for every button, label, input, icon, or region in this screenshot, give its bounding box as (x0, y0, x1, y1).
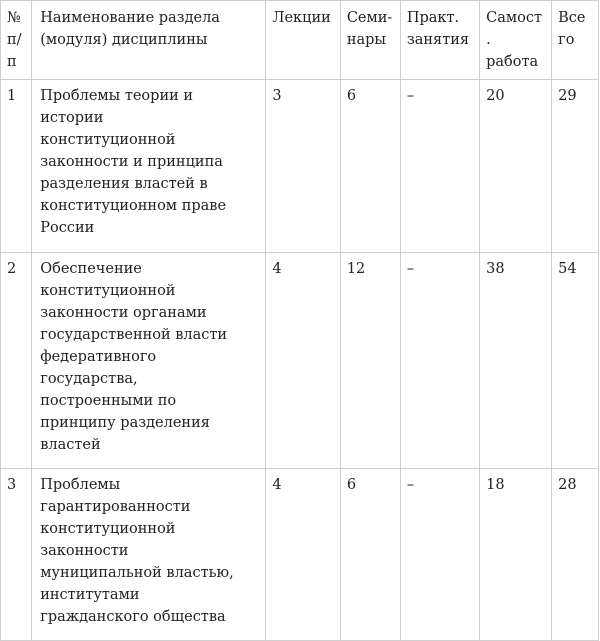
header-selfwork-label: Самост. работа (486, 10, 542, 70)
cell-practice: – (400, 80, 479, 253)
cell-number: 1 (1, 80, 32, 253)
header-section-name (32, 1, 266, 80)
cell-lectures: 4 (266, 469, 340, 641)
table-row (1, 80, 599, 253)
cell-section-name-text: Обеспечение конституционной законности органами государственной власти федеративного государства, построенными по принципу разделения властей (40, 261, 228, 453)
cell-seminars: 6 (340, 469, 400, 641)
cell-seminars: 12 (340, 253, 400, 469)
header-seminars (340, 1, 400, 80)
cell-section-name (32, 253, 266, 469)
cell-practice: – (400, 469, 479, 641)
cell-section-name-text: Проблемы теории и истории конституционной законности и принципа разделения властей в конституционном праве России (40, 88, 227, 236)
cell-total: 54 (552, 253, 599, 469)
table-row (1, 469, 599, 641)
header-row (1, 1, 599, 80)
cell-practice: – (400, 253, 479, 469)
header-practice (400, 1, 479, 80)
cell-selfwork: 18 (480, 469, 552, 641)
header-total-label: Всего (558, 10, 586, 48)
cell-section-name (32, 80, 266, 253)
header-total (552, 1, 599, 80)
cell-selfwork: 20 (480, 80, 552, 253)
cell-total: 29 (552, 80, 599, 253)
cell-number: 3 (1, 469, 32, 641)
header-number (1, 1, 32, 80)
cell-seminars: 6 (340, 80, 400, 253)
header-seminars-label: Семи- нары (346, 10, 393, 48)
table-row (1, 253, 599, 469)
cell-section-name (32, 469, 266, 641)
cell-selfwork: 38 (480, 253, 552, 469)
header-lectures-label: Лекции (272, 10, 331, 26)
header-number-label: № п/п (7, 10, 22, 70)
cell-number: 2 (1, 253, 32, 469)
header-selfwork (480, 1, 552, 80)
cell-section-name-text: Проблемы гарантированности конституционной законности муниципальной властью, институтами гражданского общества (40, 477, 234, 625)
header-section-name-label: Наименование раздела (модуля) дисциплины (40, 10, 220, 48)
cell-lectures: 4 (266, 253, 340, 469)
header-lectures (266, 1, 340, 80)
header-practice-label: Практ. занятия (406, 10, 470, 48)
cell-total: 28 (552, 469, 599, 641)
cell-lectures: 3 (266, 80, 340, 253)
